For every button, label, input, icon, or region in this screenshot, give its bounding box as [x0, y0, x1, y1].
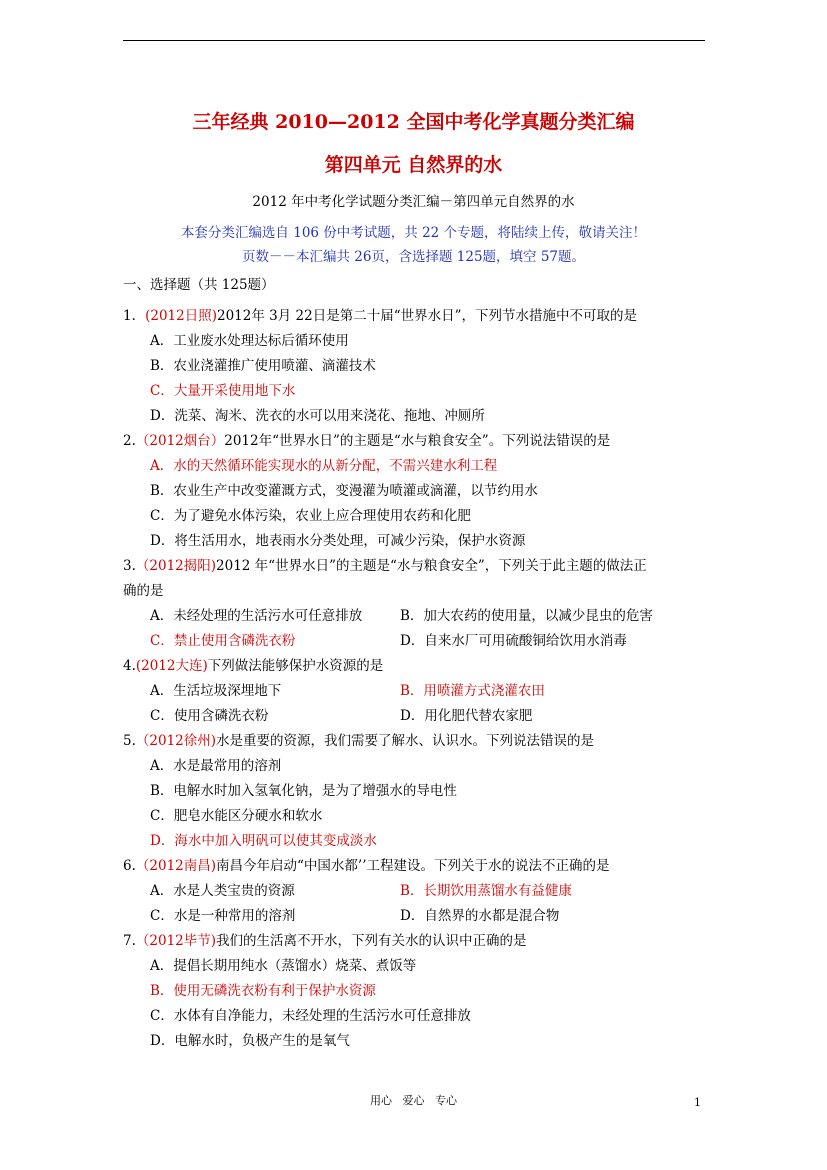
question-source: (2012日照) [145, 308, 217, 324]
question-text: 2012年“世界水日”的主题是“水与粮食安全”。下列说法错误的是 [224, 433, 611, 449]
question-number: 2. [123, 433, 136, 449]
question-6 [123, 857, 610, 875]
question-7 [123, 932, 527, 950]
question-source: （2012毕节) [135, 933, 217, 949]
question-source: （2012烟台） [135, 433, 225, 449]
option-a: A．水是人类宝贵的资源 [150, 883, 295, 899]
question-source: （2012徐州) [135, 733, 217, 749]
option-a-answer: A．水的天然循环能实现水的从新分配，不需兴建水利工程 [150, 458, 498, 474]
question-3 [123, 557, 647, 575]
question-text: 我们的生活离不开水，下列有关水的认识中正确的是 [216, 933, 527, 949]
option-b: B．农业生产中改变灌溉方式，变漫灌为喷灌或滴灌，以节约用水 [150, 483, 538, 499]
question-4 [123, 657, 383, 675]
question-text: 2012年 3月 22日是第二十届“世界水日”，下列节水措施中不可取的是 [216, 308, 637, 324]
option-b: B．农业浇灌推广使用喷灌、滴灌技术 [150, 358, 376, 374]
question-text-continued: 确的是 [123, 583, 164, 599]
option-b-answer: B．长期饮用蒸馏水有益健康 [400, 883, 572, 899]
option-c: C．为了避免水体污染，农业上应合理使用农药和化肥 [150, 508, 471, 524]
option-d-answer: D．海水中加入明矾可以使其变成淡水 [150, 833, 377, 849]
document-title: 三年经典 2010—2012 全国中考化学真题分类汇编 [192, 111, 635, 133]
intro-line-2: 页数－－本汇编共 26页，含选择题 125题，填空 57题。 [242, 249, 585, 265]
option-a: A．未经处理的生活污水可任意排放 [150, 608, 363, 624]
option-c: C．肥皂水能区分硬水和软水 [150, 808, 323, 824]
option-a: A．提倡长期用纯水（蒸馏水）烧菜、煮饭等 [150, 958, 417, 974]
question-text: 2012 年“世界水日”的主题是“水与粮食安全”，下列关于此主题的做法正 [216, 558, 647, 574]
question-1 [123, 307, 637, 325]
option-c: C．水体有自净能力，未经处理的生活污水可任意排放 [150, 1008, 471, 1024]
question-number: 6. [123, 858, 136, 874]
question-2 [123, 432, 610, 450]
option-c: C．使用含磷洗衣粉 [150, 708, 269, 724]
option-a: A．生活垃圾深埋地下 [150, 683, 282, 699]
option-d: D．用化肥代替农家肥 [400, 708, 533, 724]
question-text: 水是重要的资源，我们需要了解水、认识水。下列说法错误的是 [216, 733, 595, 749]
option-b-answer: B．使用无磷洗衣粉有利于保护水资源 [150, 983, 376, 999]
section-heading: 一、选择题（共 125题） [123, 277, 275, 293]
question-number: 5. [123, 733, 136, 749]
question-source: (2012大连) [135, 658, 208, 674]
question-number: 7. [123, 933, 136, 949]
question-source: （2012揭阳) [135, 558, 217, 574]
document-subtitle: 第四单元 自然界的水 [324, 154, 503, 176]
question-text: 下列做法能够保护水资源的是 [207, 658, 384, 674]
option-c-answer: C．大量开采使用地下水 [150, 383, 296, 399]
document-heading: 2012 年中考化学试题分类汇编－第四单元自然界的水 [252, 194, 575, 210]
question-number: 4. [123, 658, 136, 674]
option-c-answer: C．禁止使用含磷洗衣粉 [150, 633, 296, 649]
question-5 [123, 732, 594, 750]
question-source: （2012南昌) [135, 858, 217, 874]
header-rule [123, 40, 705, 41]
question-text: 南昌今年启动“中国水都’’工程建设。下列关于水的说法不正确的是 [216, 858, 610, 874]
option-a: A．工业废水处理达标后循环使用 [150, 333, 349, 349]
option-d: D．将生活用水，地表雨水分类处理，可减少污染，保护水资源 [150, 533, 526, 549]
option-d: D．自来水厂可用硫酸铜给饮用水消毒 [400, 633, 627, 649]
page-number: 1 [694, 1096, 701, 1109]
question-number: 3. [123, 558, 136, 574]
option-a: A．水是最常用的溶剂 [150, 758, 282, 774]
intro-line-1: 本套分类汇编选自 106 份中考试题，共 22 个专题，将陆续上传，敬请关注！ [180, 225, 647, 241]
option-b-answer: B．用喷灌方式浇灌农田 [400, 683, 545, 699]
option-b: B．加大农药的使用量，以减少昆虫的危害 [400, 608, 653, 624]
option-d: D．电解水时，负极产生的是氧气 [150, 1033, 350, 1049]
option-c: C．水是一种常用的溶剂 [150, 908, 296, 924]
option-d: D．洗菜、淘米、洗衣的水可以用来浇花、拖地、冲厕所 [150, 408, 485, 424]
page-footer: 用心 爱心 专心 [370, 1094, 457, 1107]
option-b: B．电解水时加入氢氧化钠，是为了增强水的导电性 [150, 783, 457, 799]
question-number: 1． [123, 308, 146, 324]
option-d: D．自然界的水都是混合物 [400, 908, 560, 924]
